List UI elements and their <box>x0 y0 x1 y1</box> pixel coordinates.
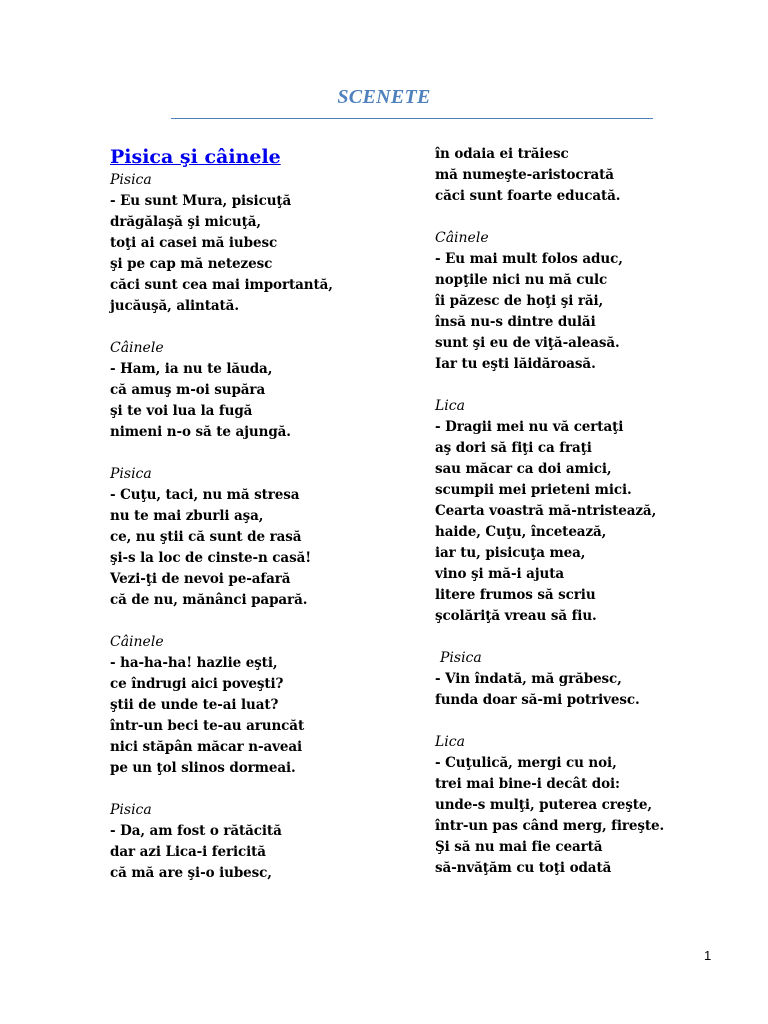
verse-line: nici stăpân măcar n-aveai <box>110 739 303 755</box>
stanza <box>435 396 755 627</box>
verse-line: ce îndrugi aici poveşti? <box>110 676 284 692</box>
verse-line: că amuş m-oi supăra <box>110 382 266 398</box>
verse-line: nu te mai zburli aşa, <box>110 508 264 524</box>
verse-line: unde-s mulţi, puterea creşte, <box>435 797 652 813</box>
verse-line: nimeni n-o să te ajungă. <box>110 424 291 440</box>
verse-line: că de nu, mănânci papară. <box>110 592 308 608</box>
verse-line: iar tu, pisicuţa mea, <box>435 545 586 561</box>
speaker-label: Câinele <box>110 634 164 650</box>
title-divider <box>171 118 653 119</box>
verse-line: haide, Cuţu, încetează, <box>435 524 607 540</box>
verse-line: jucăuşă, alintată. <box>110 298 239 314</box>
stanza <box>110 170 410 317</box>
right-column <box>435 144 755 879</box>
verse-line: Cearta voastră mă-ntristează, <box>435 503 657 519</box>
stanza-gap <box>110 611 410 632</box>
speaker-label: Pisica <box>440 650 482 666</box>
verse-line: pe un ţol slinos dormeai. <box>110 760 296 776</box>
verse-line: şi te voi lua la fugă <box>110 403 253 419</box>
verse-line: nopţile nici nu mă culc <box>435 272 608 288</box>
speaker-label: Lica <box>435 398 465 414</box>
verse-line: însă nu-s dintre dulăi <box>435 314 596 330</box>
verse-line: căci sunt foarte educată. <box>435 188 621 204</box>
speaker-label: Pisica <box>110 802 152 818</box>
verse-line: în odaia ei trăiesc <box>435 146 569 162</box>
stanza <box>435 648 755 711</box>
verse-line: Iar tu eşti lăidăroasă. <box>435 356 596 372</box>
stanza <box>110 464 410 611</box>
verse-line: într-un beci te-au aruncăt <box>110 718 305 734</box>
verse-line: trei mai bine-i decât doi: <box>435 776 620 792</box>
stanza <box>110 632 410 779</box>
stanza <box>435 228 755 375</box>
stanza <box>110 338 410 443</box>
speaker-label: Lica <box>435 734 465 750</box>
verse-line: - Cuţulică, mergi cu noi, <box>435 755 617 771</box>
verse-line: îi păzesc de hoţi şi răi, <box>435 293 604 309</box>
verse-line: şi pe cap mă netezesc <box>110 256 273 272</box>
speaker-label: Câinele <box>435 230 489 246</box>
story-title-link[interactable]: Pisica şi câinele <box>110 146 281 168</box>
stanza-gap <box>110 779 410 800</box>
stanza-gap <box>110 443 410 464</box>
verse-line: aş dori să fiţi ca fraţi <box>435 440 592 456</box>
verse-line: - Da, am fost o rătăcită <box>110 823 282 839</box>
stanza-gap <box>435 627 755 648</box>
verse-line: - Ham, ia nu te lăuda, <box>110 361 273 377</box>
verse-line: sunt şi eu de viţă-aleasă. <box>435 335 620 351</box>
verse-line: să-nvăţăm cu toţi odată <box>435 860 612 876</box>
page-title: SCENETE <box>337 86 431 108</box>
verse-line: într-un pas când merg, fireşte. <box>435 818 665 834</box>
verse-line: - Eu mai mult folos aduc, <box>435 251 623 267</box>
verse-line: - Eu sunt Mura, pisicuţă <box>110 193 292 209</box>
speaker-label: Pisica <box>110 466 152 482</box>
page-number: 1 <box>704 948 712 963</box>
verse-line: şi-s la loc de cinste-n casă! <box>110 550 312 566</box>
verse-line: - ha-ha-ha! hazlie eşti, <box>110 655 278 671</box>
verse-line: ce, nu ştii că sunt de rasă <box>110 529 302 545</box>
speaker-label: Câinele <box>110 340 164 356</box>
verse-line: vino şi mă-i ajuta <box>435 566 565 582</box>
verse-line: - Vin îndată, mă grăbesc, <box>435 671 622 687</box>
verse-line: că mă are şi-o iubesc, <box>110 865 272 881</box>
verse-line: mă numeşte-aristocrată <box>435 167 614 183</box>
stanza-gap <box>435 375 755 396</box>
verse-line: căci sunt cea mai importantă, <box>110 277 333 293</box>
verse-line: - Cuţu, taci, nu mă stresa <box>110 487 300 503</box>
verse-line: şcolăriţă vreau să fiu. <box>435 608 597 624</box>
left-column <box>110 144 410 884</box>
verse-line: sau măcar ca doi amici, <box>435 461 612 477</box>
verse-line: toţi ai casei mă iubesc <box>110 235 278 251</box>
stanza <box>110 800 410 884</box>
verse-line: dar azi Lica-i fericită <box>110 844 266 860</box>
verse-line: Şi să nu mai fie ceartă <box>435 839 603 855</box>
stanza-gap <box>435 711 755 732</box>
stanza <box>435 732 755 879</box>
verse-line: Vezi-ţi de nevoi pe-afară <box>110 571 291 587</box>
stanza-gap <box>110 317 410 338</box>
verse-line: funda doar să-mi potrivesc. <box>435 692 640 708</box>
verse-line: drăgălaşă şi micuţă, <box>110 214 261 230</box>
verse-line: - Dragii mei nu vă certaţi <box>435 419 624 435</box>
verse-line: scumpii mei prieteni mici. <box>435 482 632 498</box>
stanza <box>435 144 755 207</box>
stanza-gap <box>435 207 755 228</box>
speaker-label: Pisica <box>110 172 152 188</box>
verse-line: litere frumos să scriu <box>435 587 596 603</box>
verse-line: ştii de unde te-ai luat? <box>110 697 279 713</box>
